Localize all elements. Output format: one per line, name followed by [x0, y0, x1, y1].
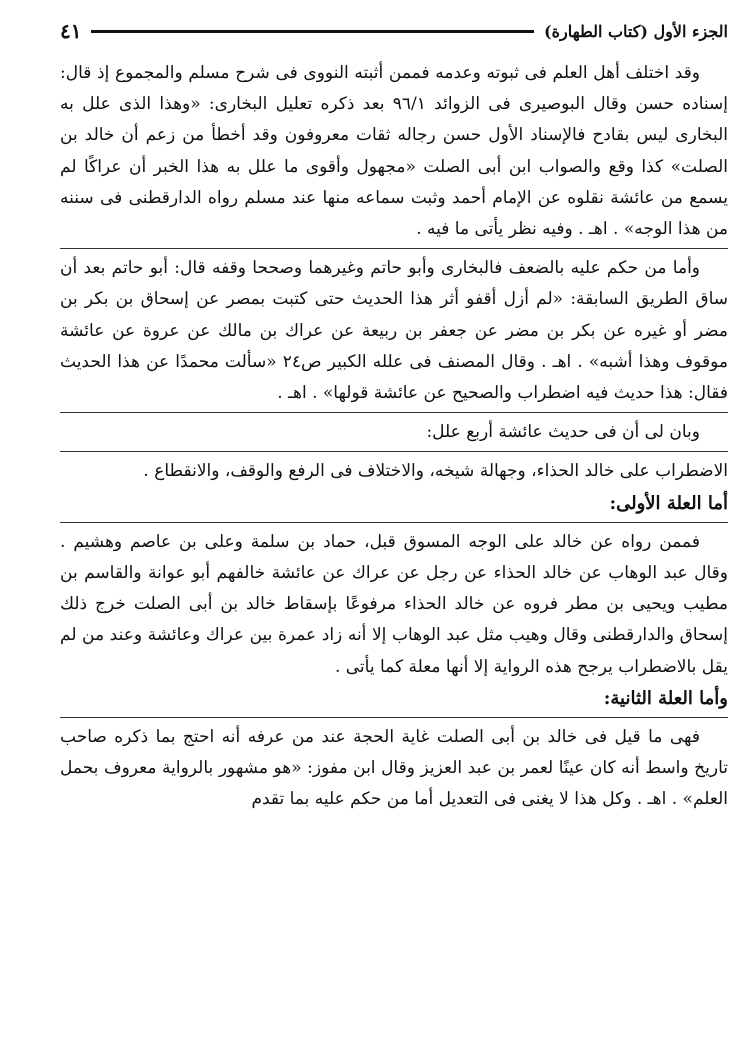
paragraph-4: الاضطراب على خالد الحذاء، وجهالة شيخه، والاختلاف فى الرفع والوقف، والانقطاع . — [143, 461, 728, 482]
page-content — [60, 58, 728, 816]
heading-second-illness: وأما العلة الثانية: — [603, 687, 728, 709]
section-divider — [60, 248, 728, 249]
section-divider — [60, 412, 728, 413]
heading-first-illness: أما العلة الأولى: — [609, 492, 728, 514]
header-rule — [91, 30, 534, 33]
paragraph-2: وأما من حكم عليه بالضعف فالبخارى وأبو حاتم وغيرهما وصححا وقفه قال: أبو حاتم بعد أن ساق الطريق السابقة: «لم أزل أقفو أثر هذا الحديث حتى كتبت بمصر عن إسحاق بن بكر بن مضر أو غيره عن بكر بن مضر عن جعفر بن ربيعة عن عراك بن مالك عن عروة عن عائشة موقوف وهذا أشبه» . اهـ . وقال المصنف فى علله الكبير ص٢٤ «سألت محمدًا عن هذا الحديث فقال: هذا حديث فيه اضطراب والصحيح عن عائشة قولها» . اهـ . — [60, 258, 728, 404]
paragraph-6: فهى ما قيل فى خالد بن أبى الصلت غاية الحجة عند من عرفه أنه احتج بما ذكره صاحب تاريخ واسط أنه كان عينًا لعمر بن عبد العزيز وقال ابن مفوز: «هو مشهور بالرواية معروف بحمل العلم» . اهـ . وكل هذا لا يغنى فى التعديل أما من حكم عليه بما تقدم — [60, 727, 728, 810]
page-number: ٤١ — [60, 19, 82, 43]
paragraph-5: فممن رواه عن خالد على الوجه المسوق قبل، حماد بن سلمة وعلى بن عاصم وهشيم . وقال عبد الوهاب عن خالد الحذاء عن رجل عن عراك عن عائشة خالفهم أبو عوانة والقاسم بن مطيب ويحيى بن مطر فروه عن خالد الحذاء مرفوعًا بإسقاط خالد بن أبى الصلت خرج ذلك إسحاق والدارقطنى وقال وهيب مثل عبد الوهاب إلا أنه زاد عمرة بين عراك وعائشة وعند من لم يقل بالاضطراب يرجح هذه الرواية إلا أنها معلة كما يأتى . — [60, 531, 728, 677]
paragraph-3: وبان لى أن فى حديث عائشة أربع علل: — [426, 422, 700, 443]
page-header — [60, 14, 728, 48]
paragraph-1: وقد اختلف أهل العلم فى ثبوته وعدمه فممن أثبته النووى فى شرح مسلم والمجموع إذ قال: إسناده حسن وقال البوصيرى فى الزوائد ٩٦/١ بعد ذكره تعليل البخارى: «وهذا الذى علل به البخارى ليس بقادح فالإسناد الأول حسن رجاله ثقات معروفون وقد أخطأ من زعم أن خالد بن الصلت» كذا وقع والصواب ابن أبى الصلت «مجهول وأقوى ما علل به هذا الخبر أن عراكًا لم يسمع من عائشة نقلوه عن الإمام أحمد وثبت سماعه منها عند مسلم رواه الدارقطنى فى سننه من هذا الوجه» . اهـ . وفيه نظر يأتى ما فيه . — [60, 63, 728, 240]
section-divider — [60, 522, 728, 523]
section-divider — [60, 717, 728, 718]
header-title: الجزء الأول (كتاب الطهارة) — [544, 21, 728, 41]
section-divider — [60, 451, 728, 452]
